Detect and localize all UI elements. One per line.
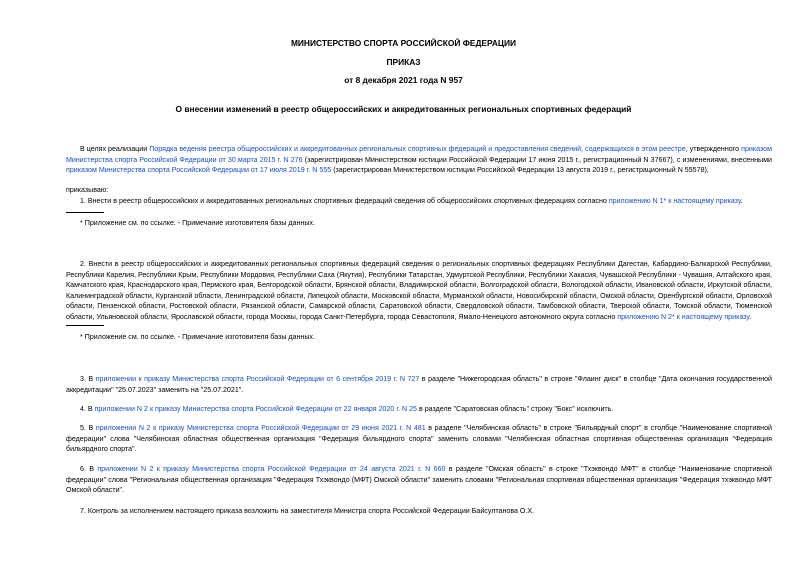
item-4-text-2: в разделе "Саратовская область" строку "Бокс" исключить. [417,405,614,413]
footnote-2: * Приложение см. по ссылке. - Примечание изготовителя базы данных. [80,333,315,341]
link-registry-procedure[interactable]: Порядка ведения реестра общероссийских и аккредитованных региональных спортивных федераций и предоставления сведений, содержащихся в этом реестре [149,145,686,153]
link-order-276[interactable]: приказом Министерства спорта Российской Федерации от 30 марта 2015 г. N 276 [66,145,772,164]
item-5-text-1: 5. В [80,424,96,432]
item-1-end: . [740,197,743,205]
item-6-text-1: 6. В [80,465,98,473]
doc-type-heading: ПРИКАЗ [386,57,421,67]
item-1 [66,196,772,207]
item-3-text-1: 3. В [80,375,96,383]
item-2 [66,259,772,323]
footnote-1: * Приложение см. по ссылке. - Примечание изготовителя базы данных. [80,219,315,227]
preamble-paragraph [66,144,772,176]
link-order-555[interactable]: приказом Министерства спорта Российской Федерации от 17 июля 2019 г. N 555 [66,166,332,175]
order-word: приказываю: [66,186,109,194]
doc-date-number: от 8 декабря 2021 года N 957 [344,75,463,85]
item-4 [66,404,772,415]
preamble-text-3: (зарегистрирован Министерством юстиции Российской Федерации 17 июня 2015 г., регистрационный N 37667), с изменениями, внесенными [302,155,772,164]
doc-title: О внесении изменений в реестр общероссийских и аккредитованных региональных спортивных федераций [175,104,632,114]
item-3 [66,374,772,395]
item-6-text-2: в разделе "Омская область" в строке "Тхэквондо МФТ" в столбце "Наименование спортивной федерации" слова "Региональная общественная организация "Федерация Тхэквондо (МФТ) Омской области" заменить словами "Региональная спортивная общественная организация "Федерация тхэквондо МФТ Омской области". [66,465,772,495]
item-7: 7. Контроль за исполнением настоящего приказа возложить на заместителя Министра спорта Российской Федерации Байсултанова О.Х. [80,507,535,515]
item-1-text: 1. Внести в реестр общероссийских и аккредитованных региональных спортивных федераций сведения об общероссийских спортивных федерациях согласно [80,197,609,205]
link-order-25[interactable]: приложении N 2 к приказу Министерства спорта Российской Федерации от 22 января 2020 г. N 25 [94,405,417,413]
item-5-text-2: в разделе "Челябинская область" в строке "Бильярдный спорт" в столбце "Наименование спортивной федерации" слова "Челябинская областная общественная организация "Федерация бильярдного спорта" заменить словами "Челябинская областная спортивная общественная организация "Федерация бильярдного спорта". [66,424,772,454]
item-2-end: . [749,312,752,321]
link-appendix-1[interactable]: приложению N 1* к настоящему приказу [608,197,741,205]
link-order-727[interactable]: приложении к приказу Министерства спорта Российской Федерации от 6 сентября 2019 г. N 727 [95,375,420,383]
footnote-divider-2 [66,325,104,326]
preamble-text-1: В целях реализации [80,145,150,153]
item-3-text-2: в разделе "Нижегородская область" в строке "Флаинг диск" в столбце "Дата окончания государственной аккредитации" "25.07.2023" заменить на "25.07.2021". [66,375,773,394]
ministry-heading: МИНИСТЕРСТВО СПОРТА РОССИЙСКОЙ ФЕДЕРАЦИИ [290,38,517,48]
link-order-481[interactable]: приложении N 2 к приказу Министерства спорта Российской Федерации от 29 июня 2021 г. N 481 [95,424,426,432]
item-5 [66,423,772,455]
preamble-text-2: , утвержденного [685,145,742,153]
item-6 [66,464,772,496]
item-2-text: 2. Внести в реестр общероссийских и аккредитованных региональных спортивных федераций сведения о региональных спортивных федерациях Республики Дагестан, Кабардино-Балкарской Республики, Республики Карелия, Республики Крым, Республики Мордовия, Республики Саха (Якутия), Республики Татарстан, Удмуртской Республики, Республики Хакасия, Чувашской Республики - Чувашия, Алтайского края, Камчатского края, Краснодарского края, Пермского края, Белгородской области, Брянской области, Владимирской области, Волгоградской области, Вологодской области, Ивановской области, Иркутской области, Калининградской области, Курганской области, Ленинградской области, Липецкой области, Московской области, Мурманской области, Новосибирской области, Омской области, Оренбургской области, Орловской области, Пензенской области, Ростовской области, Рязанской области, Самарской области, Саратовской области, Свердловской области, Тамбовской области, Тверской области, Томской области, Тюменской области, Ульяновской области, Ярославской области, города Москвы, города Санкт-Петербурга, города Севастополя, Ямало-Ненецкого автономного округа согласно [66,260,772,321]
footnote-divider-1 [66,212,104,213]
link-order-660[interactable]: приложении N 2 к приказу Министерства спорта Российской Федерации от 24 августа 2021 г. N 660 [97,465,446,473]
link-appendix-2[interactable]: приложению N 2* к настоящему приказу [617,312,750,321]
preamble-text-4: (зарегистрирован Министерством юстиции Российской Федерации 13 августа 2019 г., регистрационный N 55578), [331,166,709,175]
item-4-text-1: 4. В [80,405,95,413]
